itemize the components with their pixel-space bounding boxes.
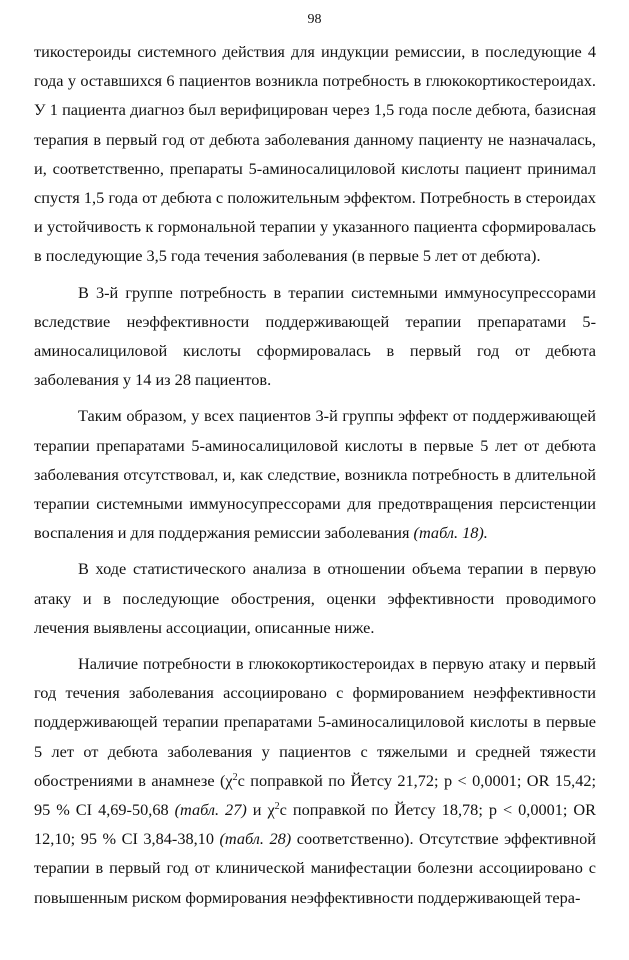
paragraph-5-text-e: соответственно). Отсутствие эффективной терапии в первый год от клинической манифестации болезни ассоциировано с повышенным риском формирования неэффективности поддерживающей тера-	[34, 829, 596, 907]
paragraph-4: В ходе статистического анализа в отношении объема терапии в первую атаку и в последующие обострения, оценки эффективности проводимого лечения выявлены ассоциации, описанные ниже.	[34, 559, 596, 637]
paragraph-5-text-b: с поправкой по Йетсу 21,72; p < 0,0001; OR 15,42; 95 % CI 4,69-50,68	[34, 770, 596, 820]
table-reference-28: (табл. 28)	[219, 829, 292, 849]
paragraph-5-text-d: с поправкой по Йетсу 18,78; p < 0,0001; OR 12,10; 95 % CI 3,84-38,10	[34, 800, 596, 849]
paragraph-1: тикостероиды системного действия для индукции ремиссии, в последующие 4 года у оставшихся 6 пациентов возникла потребность в глюкокортикостероидах. У 1 пациента диагноз был верифицирован через 1,5 года после дебюта, базисная терапия в первый год от дебюта заболевания данному пациенту не назначалась, и, соответственно, препараты 5-аминосалициловой кислоты пациент принимал спустя 1,5 года от дебюта с положительным эффектом. Потребность в стероидах и устойчивость к гормональной терапии у указанного пациента сформировалась в последующие 3,5 года течения заболевания (в первые 5 лет от дебюта).	[34, 42, 596, 266]
page-number: 98	[307, 12, 322, 27]
paragraph-5-text-a: Наличие потребности в глюкокортикостероидах в первую атаку и первый год течения заболевания ассоциировано с формированием неэффективности поддерживающей терапии препаратами 5-аминосалициловой кислоты в первые 5 лет от дебюта заболевания у пациентов с тяжелыми и средней тяжести обострениями в анамнезе (χ	[34, 654, 596, 790]
paragraph-3-text: Таким образом, у всех пациентов 3-й группы эффект от поддерживающей терапии препаратами 5-аминосалициловой кислоты в первые 5 лет от дебюта заболевания отсутствовал, и, как следствие, возникла потребность в длительной терапии системными иммуносупрессорами для предотвращения персистенции воспаления и для поддержания ремиссии заболевания	[34, 406, 596, 543]
chi-square-superscript-2: 2	[274, 801, 280, 813]
paragraph-5	[34, 649, 596, 912]
paragraph-5-text-c: и χ	[246, 800, 275, 820]
table-reference-18: (табл. 18).	[413, 523, 488, 543]
body-text	[34, 37, 596, 912]
paragraph-2: В 3-й группе потребность в терапии системными иммуносупрессорами вследствие неэффективности поддерживающей терапии препаратами 5-аминосалициловой кислоты сформировалась в первый год от дебюта заболевания у 14 из 28 пациентов.	[34, 282, 596, 390]
table-reference-27: (табл. 27)	[174, 800, 247, 820]
paragraph-3	[34, 401, 596, 547]
chi-square-superscript-1: 2	[232, 771, 238, 783]
